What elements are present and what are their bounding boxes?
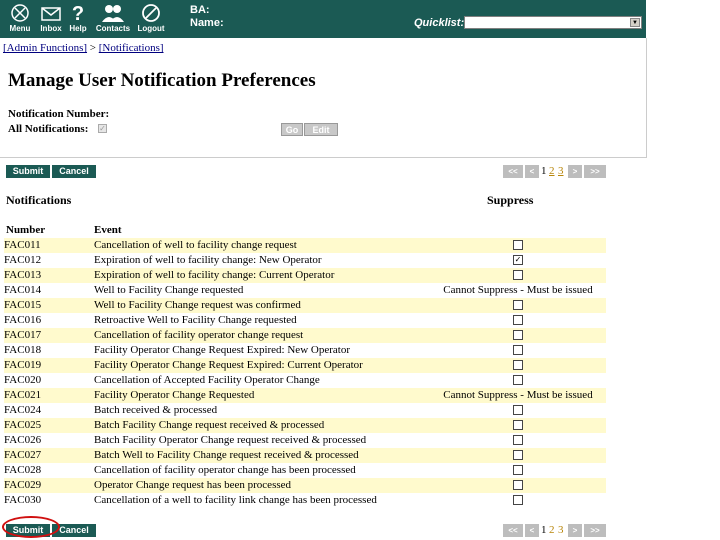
- suppress-checkbox[interactable]: [513, 345, 523, 355]
- table-row: [4, 478, 606, 493]
- next-page-button[interactable]: >: [568, 165, 582, 178]
- breadcrumb-notifications-link[interactable]: [Notifications]: [98, 42, 164, 54]
- contacts-label: Contacts: [95, 24, 131, 33]
- notification-event: Facility Operator Change Request Expired: New Operator: [94, 344, 350, 356]
- notification-event: Retroactive Well to Facility Change requested: [94, 314, 297, 326]
- notification-number: FAC020: [4, 374, 42, 386]
- notification-number: FAC012: [4, 254, 42, 266]
- suppress-cell: [433, 253, 603, 268]
- table-row: [4, 328, 606, 343]
- suppress-cell: [433, 298, 603, 313]
- name-label: Name:: [190, 17, 224, 29]
- breadcrumb-separator: >: [87, 42, 99, 54]
- help-button[interactable]: [61, 3, 95, 33]
- table-row: [4, 298, 606, 313]
- chevron-down-icon[interactable]: ▼: [630, 18, 640, 27]
- suppress-checkbox[interactable]: [513, 435, 523, 445]
- last-page-button[interactable]: >>: [584, 524, 606, 537]
- suppress-cell: [433, 478, 603, 493]
- notification-event: Well to Facility Change request was confirmed: [94, 299, 301, 311]
- suppress-checkbox[interactable]: [513, 405, 523, 415]
- pager-top: [503, 165, 607, 178]
- quicklist-label: Quicklist:: [414, 17, 465, 29]
- contacts-icon: [101, 3, 125, 23]
- notification-number-label: Notification Number:: [8, 108, 110, 120]
- suppress-cell: [433, 433, 603, 448]
- ba-label: BA:: [190, 4, 210, 16]
- page-title: Manage User Notification Preferences: [8, 70, 316, 91]
- suppress-cell: [433, 343, 603, 358]
- notification-number: FAC017: [4, 329, 42, 341]
- annotation-circle: [2, 516, 60, 538]
- inbox-label: Inbox: [40, 24, 62, 33]
- suppress-cell: [433, 358, 603, 373]
- page-current: 1: [541, 524, 547, 536]
- suppress-checkbox[interactable]: [513, 240, 523, 250]
- notification-event: Batch Well to Facility Change request received & processed: [94, 449, 359, 461]
- table-row: [4, 448, 606, 463]
- first-page-button[interactable]: <<: [503, 165, 523, 178]
- notification-number: FAC016: [4, 314, 42, 326]
- edit-button[interactable]: Edit: [304, 123, 338, 136]
- suppress-checkbox[interactable]: [513, 375, 523, 385]
- menu-label: Menu: [9, 24, 31, 33]
- notification-number: FAC026: [4, 434, 42, 446]
- cannot-suppress-text: Cannot Suppress - Must be issued: [443, 389, 593, 401]
- event-column-header: Event: [94, 224, 122, 236]
- suppress-heading: Suppress: [487, 193, 534, 207]
- pager-bottom: [503, 524, 607, 537]
- page-link-3[interactable]: 3: [558, 524, 564, 536]
- notification-number: FAC011: [4, 239, 41, 251]
- suppress-cell: [433, 418, 603, 433]
- suppress-checkbox[interactable]: [513, 300, 523, 310]
- notification-event: Cancellation of a well to facility link change has been processed: [94, 494, 377, 506]
- breadcrumb-admin-link[interactable]: [Admin Functions]: [3, 42, 88, 54]
- suppress-cell: [433, 493, 603, 508]
- next-page-button[interactable]: >: [568, 524, 582, 537]
- notification-number: FAC013: [4, 269, 42, 281]
- help-label: Help: [69, 24, 87, 33]
- table-row: [4, 433, 606, 448]
- submit-button-top[interactable]: Submit: [6, 165, 50, 178]
- help-icon: [68, 3, 88, 23]
- menu-button[interactable]: [3, 3, 37, 33]
- notifications-table: [4, 238, 606, 508]
- notification-number: FAC024: [4, 404, 42, 416]
- table-row: [4, 238, 606, 253]
- suppress-cell: [433, 313, 603, 328]
- cancel-button-bottom[interactable]: Cancel: [52, 524, 96, 537]
- notification-event: Cancellation of facility operator change has been processed: [94, 464, 356, 476]
- notification-number: FAC028: [4, 464, 42, 476]
- notification-event: Operator Change request has been processed: [94, 479, 292, 491]
- notification-event: Cancellation of well to facility change request: [94, 239, 297, 251]
- submit-button-bottom[interactable]: Submit: [6, 524, 50, 537]
- table-row: [4, 253, 606, 268]
- notification-event: Expiration of well to facility change: Current Operator: [94, 269, 335, 281]
- table-row: [4, 283, 606, 298]
- table-row: [4, 358, 606, 373]
- notification-event: Cancellation of Accepted Facility Operator Change: [94, 374, 320, 386]
- divider: [646, 38, 647, 158]
- notification-number: FAC015: [4, 299, 42, 311]
- notification-event: Batch received & processed: [94, 404, 218, 416]
- contacts-button[interactable]: [94, 3, 132, 33]
- logout-button[interactable]: [134, 3, 168, 33]
- quicklist-select[interactable]: [464, 16, 642, 29]
- suppress-checkbox[interactable]: [513, 315, 523, 325]
- notification-number: FAC029: [4, 479, 42, 491]
- table-row: [4, 268, 606, 283]
- suppress-cell: [433, 403, 603, 418]
- suppress-checkbox[interactable]: [513, 480, 523, 490]
- suppress-cell: [433, 268, 603, 283]
- notification-event: Facility Operator Change Request Expired: Current Operator: [94, 359, 363, 371]
- top-toolbar: [0, 0, 646, 38]
- cannot-suppress-text: Cannot Suppress - Must be issued: [443, 284, 593, 296]
- table-row: [4, 313, 606, 328]
- page-link-2[interactable]: 2: [549, 524, 555, 536]
- notification-event: Batch Facility Change request received & processed: [94, 419, 325, 431]
- first-page-button[interactable]: <<: [503, 524, 523, 537]
- notification-number: FAC027: [4, 449, 42, 461]
- divider: [0, 157, 646, 158]
- page-link-3[interactable]: 3: [558, 165, 564, 177]
- prev-page-button[interactable]: <: [525, 524, 539, 537]
- suppress-cell: [433, 328, 603, 343]
- notification-number: FAC018: [4, 344, 42, 356]
- suppress-cell: [433, 238, 603, 253]
- notification-event: Facility Operator Change Requested: [94, 389, 255, 401]
- table-row: [4, 343, 606, 358]
- logout-icon: [141, 3, 161, 23]
- notification-number: FAC014: [4, 284, 42, 296]
- notification-number: FAC019: [4, 359, 42, 371]
- notification-number: FAC030: [4, 494, 42, 506]
- breadcrumb: [3, 42, 164, 54]
- last-page-button[interactable]: >>: [584, 165, 606, 178]
- table-row: [4, 493, 606, 508]
- cancel-button-top[interactable]: Cancel: [52, 165, 96, 178]
- table-row: [4, 388, 606, 403]
- suppress-checkbox[interactable]: [513, 270, 523, 280]
- notification-event: Cancellation of facility operator change request: [94, 329, 304, 341]
- all-notifications-checkbox[interactable]: ✓: [99, 124, 106, 133]
- table-row: [4, 403, 606, 418]
- suppress-checkbox[interactable]: ✓: [514, 255, 522, 265]
- suppress-checkbox[interactable]: [513, 330, 523, 340]
- suppress-checkbox[interactable]: [513, 495, 523, 505]
- go-button[interactable]: Go: [281, 123, 303, 136]
- prev-page-button[interactable]: <: [525, 165, 539, 178]
- suppress-checkbox[interactable]: [513, 360, 523, 370]
- all-notifications-label: All Notifications:: [8, 123, 89, 135]
- suppress-cell: [433, 448, 603, 463]
- suppress-cell: [433, 463, 603, 478]
- notification-event: Batch Facility Operator Change request received & processed: [94, 434, 367, 446]
- notification-event: Expiration of well to facility change: New Operator: [94, 254, 322, 266]
- notification-event: Well to Facility Change requested: [94, 284, 244, 296]
- notifications-heading: Notifications: [6, 193, 72, 207]
- suppress-checkbox[interactable]: [513, 465, 523, 475]
- table-row: [4, 418, 606, 433]
- menu-icon: [10, 3, 30, 23]
- svg-text:?: ?: [71, 3, 85, 23]
- suppress-cell: [433, 373, 603, 388]
- page-link-2[interactable]: 2: [549, 165, 555, 177]
- number-column-header: Number: [6, 224, 46, 236]
- suppress-checkbox[interactable]: [513, 450, 523, 460]
- envelope-icon: [40, 3, 62, 23]
- page-current: 1: [541, 165, 547, 177]
- notification-number: FAC021: [4, 389, 42, 401]
- suppress-checkbox[interactable]: [513, 420, 523, 430]
- notification-number: FAC025: [4, 419, 42, 431]
- logout-label: Logout: [137, 24, 165, 33]
- table-row: [4, 373, 606, 388]
- table-row: [4, 463, 606, 478]
